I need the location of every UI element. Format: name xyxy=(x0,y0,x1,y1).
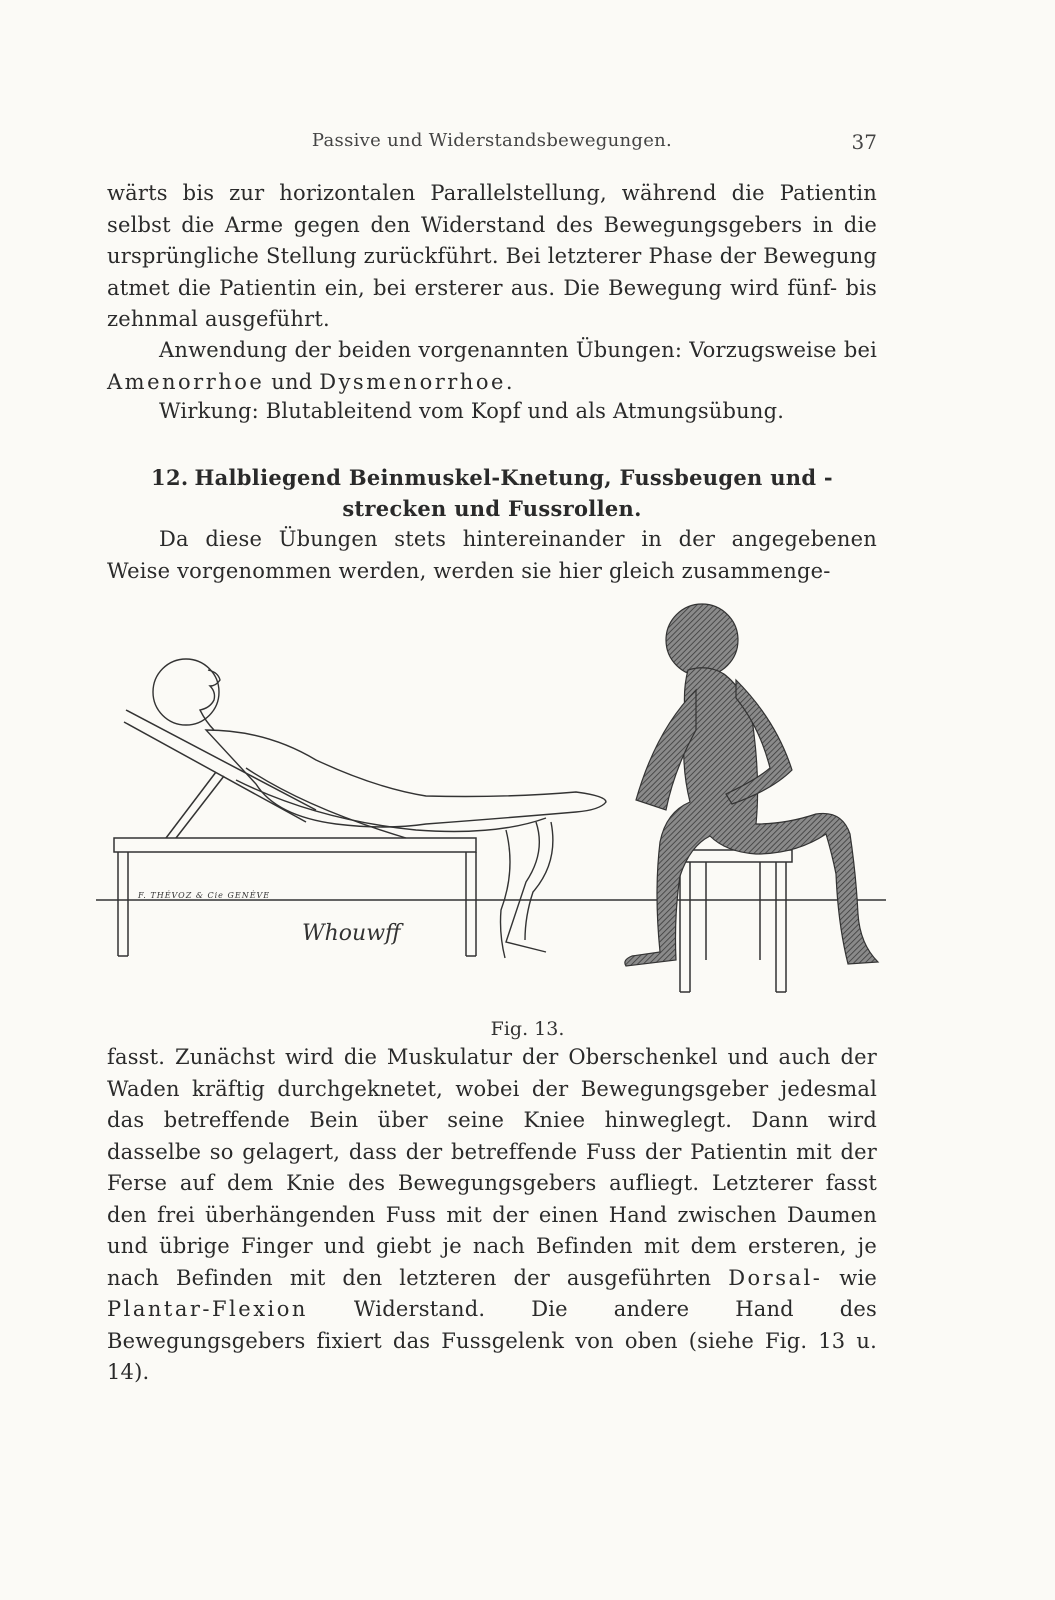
term-dorsal: Dorsal- xyxy=(728,1265,823,1290)
section-title: Halbliegend Beinmuskel-Knetung, Fussbeugen und -strecken und Fussrollen. xyxy=(194,465,833,521)
paragraph-2-end: . xyxy=(505,369,513,394)
figure-illustration xyxy=(96,600,896,1020)
therapist-figure xyxy=(625,604,878,966)
paragraph-3: Wirkung: Blutableitend vom Kopf und als Atmungsübung. xyxy=(159,399,785,423)
paragraph-2 xyxy=(107,335,877,398)
paragraph-5-text-2: Widerstand. Die andere Hand des Bewegungsgebers fixiert das Fussgelenk von oben (siehe Fig. 13 u. 14). xyxy=(107,1297,877,1384)
paragraph-5 xyxy=(107,1042,877,1389)
section-heading xyxy=(107,462,877,524)
paragraph-1: wärts bis zur horizontalen Parallelstellung, während die Patientin selbst die Arme gegen den Widerstand des Bewegungsgebers in die ursprüngliche Stellung zurückführt. Bei letzterer Phase der Bewegung atmet die Patientin ein, bei ersterer aus. Die Bewegung wird fünf- bis zehnmal ausgeführt. xyxy=(107,181,877,331)
term-amenorrhoe: Amenorrhoe xyxy=(107,369,265,394)
paragraph-5-mid: wie xyxy=(839,1265,877,1290)
figure-caption: Fig. 13. xyxy=(490,1018,565,1040)
paragraph-5-text-1: fasst. Zunächst wird die Muskulatur der Oberschenkel und auch der Waden kräftig durchgeknetet, wobei der Bewegungsgeber jedesmal das betreffende Bein über seine Kniee hinweglegt. Dann wird dasselbe so gelagert, dass der betreffende Fuss der Patientin mit der Ferse auf dem Knie des Bewegungsgebers aufliegt. Letzterer fasst den frei überhängenden Fuss mit der einen Hand zwischen Daumen und übrige Finger und giebt je nach Befinden mit dem ersteren, je nach Befinden mit den letzteren der ausgeführten xyxy=(107,1045,877,1290)
artist-signature: Whouwff xyxy=(302,921,401,946)
running-title: Passive und Widerstandsbewegungen. xyxy=(311,130,673,151)
engraver-credit: F. THÉVOZ & Cie GENÈVE xyxy=(138,891,271,900)
term-plantar-flexion: Plantar-Flexion xyxy=(107,1297,308,1321)
paragraph-2-mid: und xyxy=(271,369,313,394)
couch xyxy=(114,710,476,956)
term-dysmenorrhoe: Dysmenorrhoe xyxy=(319,369,506,394)
patient-figure xyxy=(153,659,606,958)
running-header xyxy=(107,130,877,160)
paragraph-2-prefix: Anwendung der beiden vorgenannten Übungen: Vorzugsweise bei xyxy=(159,338,877,362)
stool xyxy=(674,850,792,992)
page-number: 37 xyxy=(851,130,877,154)
section-number: 12. xyxy=(151,465,189,490)
paragraph-4: Da diese Übungen stets hintereinander in der angegebenen Weise vorgenommen werden, werden sie hier gleich zusammenge- xyxy=(107,527,877,583)
